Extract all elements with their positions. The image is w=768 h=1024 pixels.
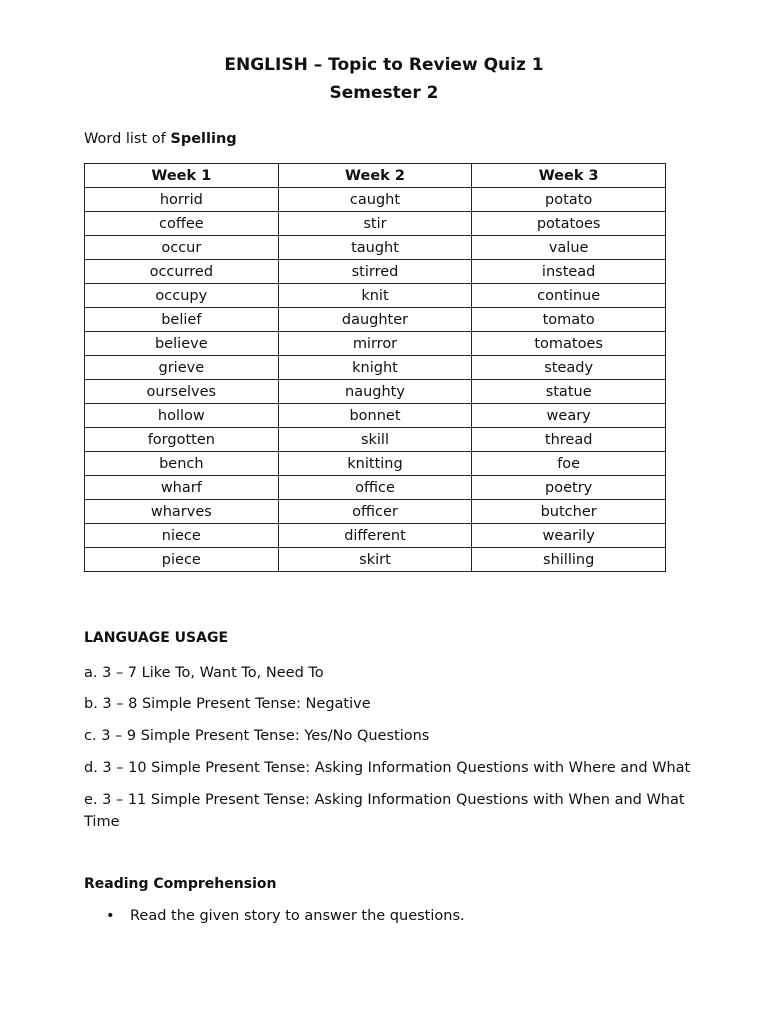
table-cell: believe	[85, 332, 279, 356]
table-cell: bonnet	[278, 404, 472, 428]
table-row	[85, 236, 666, 260]
table-cell: weary	[472, 404, 666, 428]
table-cell: value	[472, 236, 666, 260]
table-cell: stir	[278, 212, 472, 236]
usage-item: e. 3 – 11 Simple Present Tense: Asking Information Questions with When and What Time	[84, 792, 685, 830]
table-cell: naughty	[278, 380, 472, 404]
table-cell: horrid	[85, 188, 279, 212]
table-cell: different	[278, 524, 472, 548]
spelling-intro-prefix: Word list of	[84, 131, 171, 147]
usage-item: c. 3 – 9 Simple Present Tense: Yes/No Questions	[84, 728, 430, 744]
reading-heading: Reading Comprehension	[84, 876, 277, 892]
usage-item: b. 3 – 8 Simple Present Tense: Negative	[84, 696, 371, 712]
table-cell: occupy	[85, 284, 279, 308]
language-usage-heading: LANGUAGE USAGE	[84, 630, 229, 646]
table-cell: ourselves	[85, 380, 279, 404]
table-cell: statue	[472, 380, 666, 404]
table-cell: stirred	[278, 260, 472, 284]
table-row	[85, 284, 666, 308]
table-cell: caught	[278, 188, 472, 212]
table-cell: potato	[472, 188, 666, 212]
table-row	[85, 188, 666, 212]
table-cell: wearily	[472, 524, 666, 548]
reading-bullet-text: Read the given story to answer the questions.	[130, 908, 465, 924]
table-row	[85, 476, 666, 500]
table-cell: skirt	[278, 548, 472, 572]
bullet-icon: •	[106, 908, 115, 924]
table-cell: butcher	[472, 500, 666, 524]
table-cell: wharf	[85, 476, 279, 500]
spelling-intro-bold: Spelling	[170, 131, 237, 147]
column-header: Week 1	[85, 164, 279, 188]
table-row	[85, 452, 666, 476]
table-row	[85, 500, 666, 524]
table-cell: poetry	[472, 476, 666, 500]
usage-item: d. 3 – 10 Simple Present Tense: Asking Information Questions with Where and What	[84, 760, 691, 776]
table-cell: wharves	[85, 500, 279, 524]
table-cell: daughter	[278, 308, 472, 332]
column-header: Week 2	[278, 164, 472, 188]
table-row	[85, 212, 666, 236]
table-cell: occur	[85, 236, 279, 260]
table-cell: shilling	[472, 548, 666, 572]
document-title: ENGLISH – Topic to Review Quiz 1	[224, 55, 544, 75]
table-cell: officer	[278, 500, 472, 524]
table-cell: instead	[472, 260, 666, 284]
table-cell: piece	[85, 548, 279, 572]
table-cell: knitting	[278, 452, 472, 476]
table-cell: niece	[85, 524, 279, 548]
spelling-intro	[84, 131, 237, 147]
table-cell: knit	[278, 284, 472, 308]
table-cell: bench	[85, 452, 279, 476]
table-cell: knight	[278, 356, 472, 380]
table-cell: hollow	[85, 404, 279, 428]
table-cell: coffee	[85, 212, 279, 236]
table-cell: foe	[472, 452, 666, 476]
table-cell: belief	[85, 308, 279, 332]
table-row	[85, 524, 666, 548]
spelling-table-body	[85, 188, 666, 572]
spelling-table	[84, 163, 666, 572]
table-cell: steady	[472, 356, 666, 380]
table-cell: potatoes	[472, 212, 666, 236]
table-cell: occurred	[85, 260, 279, 284]
table-cell: office	[278, 476, 472, 500]
table-cell: continue	[472, 284, 666, 308]
table-row	[85, 548, 666, 572]
table-row	[85, 404, 666, 428]
table-cell: tomatoes	[472, 332, 666, 356]
table-row	[85, 260, 666, 284]
reading-bullet-item	[106, 905, 465, 927]
table-cell: grieve	[85, 356, 279, 380]
table-row	[85, 308, 666, 332]
table-header-row	[85, 164, 666, 188]
table-cell: forgotten	[85, 428, 279, 452]
table-cell: mirror	[278, 332, 472, 356]
column-header: Week 3	[472, 164, 666, 188]
table-row	[85, 428, 666, 452]
table-cell: tomato	[472, 308, 666, 332]
usage-item: a. 3 – 7 Like To, Want To, Need To	[84, 665, 324, 681]
table-cell: taught	[278, 236, 472, 260]
table-cell: thread	[472, 428, 666, 452]
table-row	[85, 380, 666, 404]
table-row	[85, 332, 666, 356]
table-cell: skill	[278, 428, 472, 452]
table-row	[85, 356, 666, 380]
document-subtitle: Semester 2	[329, 83, 439, 103]
